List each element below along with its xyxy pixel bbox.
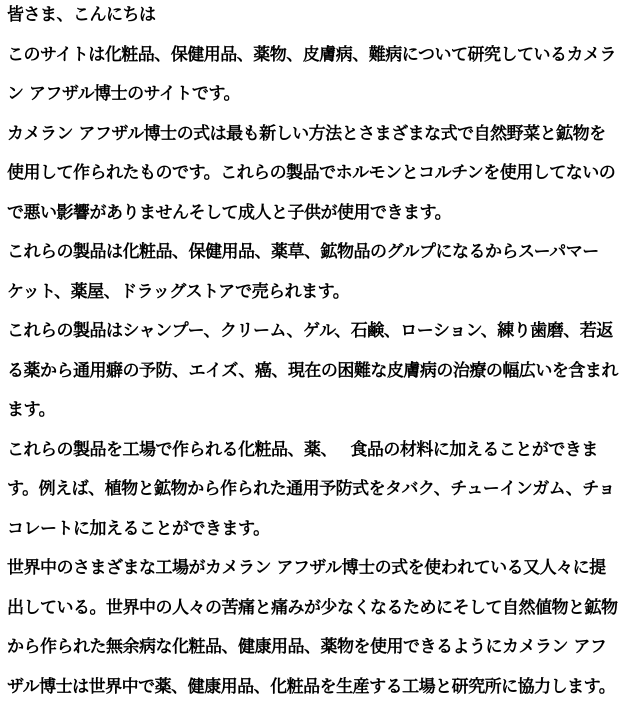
text-line: で悪い影響がありませんそして成人と子供が使用できます。 <box>7 202 452 223</box>
text-line: 出している。世界中の人々の苦痛と痛みが少なくなるためにそして自然値物と鉱物 <box>7 597 618 618</box>
text-line: す。例えば、植物と鉱物から作られた通用予防式をタバク、チューインガム、チョ <box>7 479 615 499</box>
text-line: このサイトは化粧品、保健用品、薬物、皮膚病、難病について研究しているカメラ <box>7 44 616 65</box>
text-line: 世界中のさまざまな工場がカメラン アフザル博士の式を使われている又人々に提 <box>7 558 606 578</box>
text-line: から作られた無余病な化粧品、健康用品、薬物を使用できるようにカメラン アフ <box>7 637 607 657</box>
text-line: ン アフザル博士のサイトです。 <box>7 84 241 104</box>
text-line: コレートに加えることができます。 <box>7 518 270 539</box>
text-line: カメラン アフザル博士の式は最も新しい方法とさまざまな式で自然野菜と鉱物を <box>7 123 606 144</box>
text-line: これらの製品を工場で作られる化粧品、薬、 食品の材料に加えることができま <box>7 439 598 460</box>
text-line: ザル博士は世界中で薬、健康用品、化粧品を生産する工場と研究所に協力します。 <box>7 676 616 697</box>
text-line: これらの製品はシャンプー、クリーム、ゲル、石鹸、ローション、練り歯磨、若返 <box>7 321 613 341</box>
text-line: 使用して作られたものです。これらの製品でホルモンとコルチンを使用してないの <box>7 163 616 183</box>
text-line: ます。 <box>7 400 56 420</box>
text-line: ケット、薬屋、ドラッグストアで売られます。 <box>7 281 350 302</box>
text-line: 皆さま、こんにちは <box>7 5 156 25</box>
text-line: これらの製品は化粧品、保健用品、薬草、鉱物品のグルプになるからスーパマー <box>7 242 599 262</box>
text-line: る薬から通用癖の予防、エイズ、癌、現在の困難な皮膚病の治療の幅広いを含まれ <box>7 360 618 381</box>
